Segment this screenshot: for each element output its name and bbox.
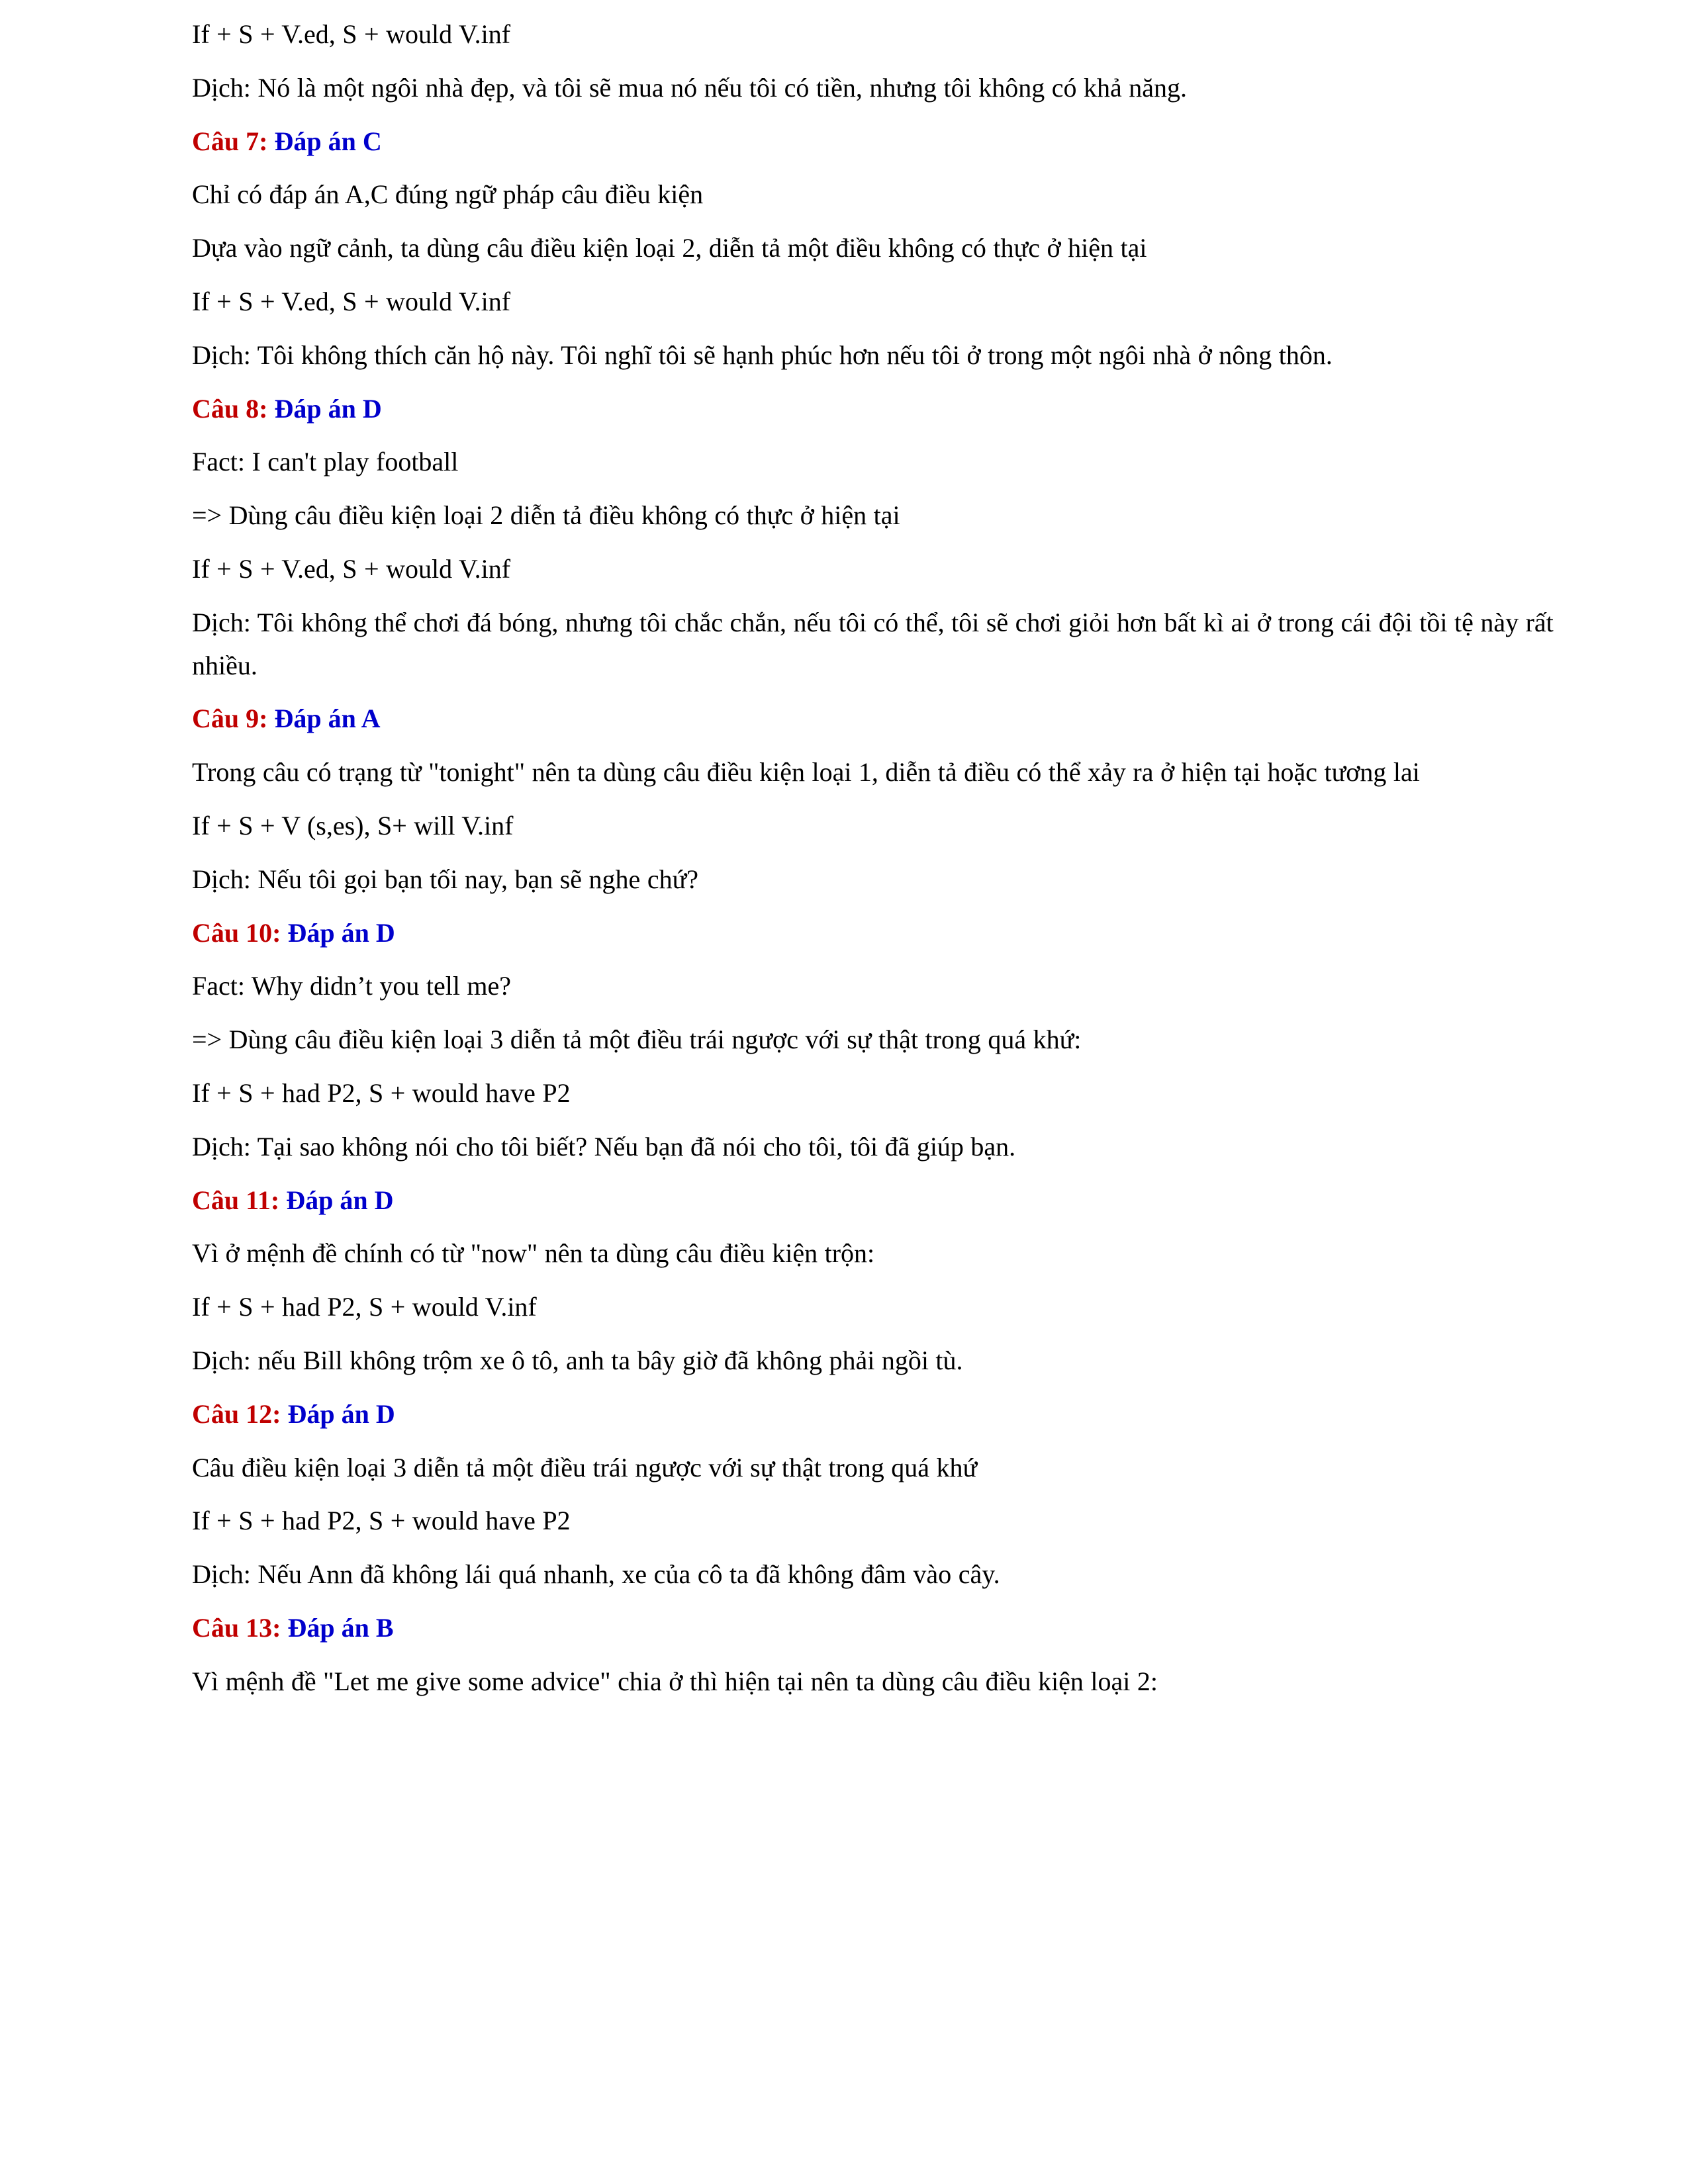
paragraph: If + S + V (s,es), S+ will V.inf [192, 810, 514, 841]
paragraph: If + S + V.ed, S + would V.inf [192, 19, 511, 49]
paragraph: Dịch: Tại sao không nói cho tôi biết? Nếu bạn đã nói cho tôi, tôi đã giúp bạn. [192, 1131, 1016, 1161]
paragraph: Dịch: Tôi không thể chơi đá bóng, nhưng tôi chắc chắn, nếu tôi có thể, tôi sẽ chơi giỏi hơn bất kì ai ở trong cái đội tồi tệ này rất nhiều. [192, 607, 1554, 680]
question-answer: Đáp án C [274, 126, 382, 156]
paragraph: Câu điều kiện loại 3 diễn tả một điều trái ngược với sự thật trong quá khứ [192, 1452, 978, 1482]
question-answer: Đáp án A [274, 704, 381, 734]
question-answer: Đáp án D [274, 393, 382, 424]
paragraph: Fact: I can't play football [192, 447, 459, 477]
question-heading [192, 698, 1569, 741]
question-answer: Đáp án D [287, 1398, 395, 1429]
paragraph: Vì ở mệnh đề chính có từ "now" nên ta dùng câu điều kiện trộn: [192, 1238, 875, 1269]
paragraph: Dịch: Nếu Ann đã không lái quá nhanh, xe của cô ta đã không đâm vào cây. [192, 1559, 1000, 1590]
paragraph: Fact: Why didn’t you tell me? [192, 971, 512, 1001]
question-answer: Đáp án D [286, 1185, 394, 1215]
question-heading [192, 388, 1569, 431]
paragraph: Vì mệnh đề "Let me give some advice" chia ở thì hiện tại nên ta dùng câu điều kiện loại 2: [192, 1666, 1158, 1696]
question-heading [192, 912, 1569, 955]
paragraph: If + S + V.ed, S + would V.inf [192, 286, 511, 316]
paragraph: If + S + V.ed, S + would V.inf [192, 553, 511, 584]
question-heading [192, 1179, 1569, 1222]
paragraph: Dịch: Nếu tôi gọi bạn tối nay, bạn sẽ nghe chứ? [192, 864, 698, 894]
paragraph: Trong câu có trạng từ "tonight" nên ta dùng câu điều kiện loại 1, diễn tả điều có thể xảy ra ở hiện tại hoặc tương lai [192, 757, 1420, 788]
question-number: Câu 10: [192, 917, 281, 948]
paragraph: Dịch: Tôi không thích căn hộ này. Tôi nghĩ tôi sẽ hạnh phúc hơn nếu tôi ở trong một ngôi nhà ở nông thôn. [192, 340, 1333, 370]
question-number: Câu 9: [192, 704, 268, 734]
paragraph: If + S + had P2, S + would have P2 [192, 1506, 571, 1536]
paragraph: Chỉ có đáp án A,C đúng ngữ pháp câu điều kiện [192, 179, 704, 210]
paragraph: Dựa vào ngữ cảnh, ta dùng câu điều kiện loại 2, diễn tả một điều không có thực ở hiện tại [192, 233, 1147, 263]
question-answer: Đáp án B [287, 1612, 394, 1643]
paragraph: => Dùng câu điều kiện loại 2 diễn tả điều không có thực ở hiện tại [192, 500, 900, 531]
question-number: Câu 11: [192, 1185, 280, 1215]
question-answer: Đáp án D [287, 917, 395, 948]
question-heading [192, 120, 1569, 163]
question-number: Câu 8: [192, 393, 268, 424]
question-number: Câu 7: [192, 126, 268, 156]
paragraph: Dịch: nếu Bill không trộm xe ô tô, anh ta bây giờ đã không phải ngồi tù. [192, 1345, 963, 1375]
document-body [192, 13, 1569, 1704]
paragraph: If + S + had P2, S + would V.inf [192, 1292, 537, 1322]
question-heading [192, 1393, 1569, 1436]
question-heading [192, 1607, 1569, 1650]
paragraph: If + S + had P2, S + would have P2 [192, 1077, 571, 1108]
paragraph: Dịch: Nó là một ngôi nhà đẹp, và tôi sẽ mua nó nếu tôi có tiền, nhưng tôi không có khả năng. [192, 72, 1188, 103]
question-number: Câu 12: [192, 1398, 281, 1429]
paragraph: => Dùng câu điều kiện loại 3 diễn tả một điều trái ngược với sự thật trong quá khứ: [192, 1024, 1082, 1055]
question-number: Câu 13: [192, 1612, 281, 1643]
